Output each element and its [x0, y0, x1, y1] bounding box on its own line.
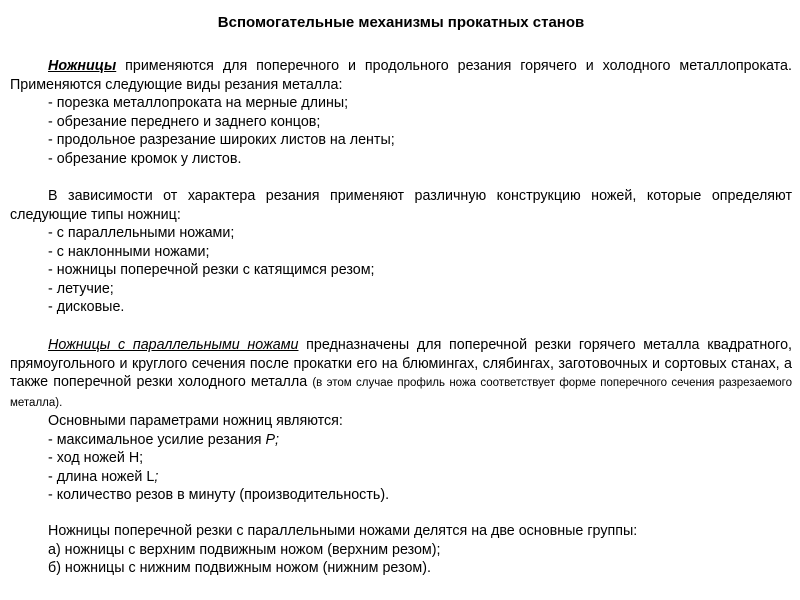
list-item: - ножницы поперечной резки с катящимся резом;	[48, 262, 375, 278]
param-item: - максимальное усилие резания P;	[48, 431, 279, 448]
page-title: Вспомогательные механизмы прокатных станов	[217, 14, 585, 31]
shears-intro-text: применяются для поперечного и продольного резания горячего и холодного металлопроката. Применяются следующие виды резания металла:	[10, 58, 792, 93]
section-shear-types	[10, 187, 792, 317]
list-item: - дисковые.	[48, 299, 125, 315]
params-intro: Основными параметрами ножниц являются:	[48, 413, 343, 429]
parallel-shears-note: (в этом случае профиль ножа соответствует форме поперечного сечения разрезаемого металла).	[10, 377, 792, 409]
list-item: - летучие;	[48, 280, 114, 297]
list-item: - с параллельными ножами;	[48, 225, 235, 241]
paragraph-shear-groups: Ножницы поперечной резки с параллельными ножами делятся на две основные группы:	[48, 523, 638, 539]
parallel-shears-text: предназначены для поперечной резки горячего металла квадратного, прямоугольного и круглого сечения после прокатки его на блюмингах, слябингах, заготовочных и сортовых станах, а также поперечной резки холодного металла	[10, 337, 792, 390]
section-shear-groups	[10, 522, 792, 578]
document-page	[10, 0, 792, 600]
param-item: - длина ножей L;	[48, 468, 159, 485]
list-item: б) ножницы с нижним подвижным ножом (нижним резом).	[48, 560, 431, 576]
term-shears: Ножницы	[48, 58, 117, 74]
paragraph-shears-intro	[10, 57, 792, 94]
paragraph-shear-types: В зависимости от характера резания применяют различную конструкцию ножей, которые определяют следующие типы ножниц:	[10, 188, 792, 223]
list-item: - продольное разрезание широких листов на ленты;	[48, 132, 395, 148]
list-item: - обрезание переднего и заднего концов;	[48, 113, 321, 130]
list-item: - с наклонными ножами;	[48, 243, 210, 260]
term-parallel-shears: Ножницы с параллельными ножами	[48, 337, 299, 353]
list-item: а) ножницы с верхним подвижным ножом (верхним резом);	[48, 541, 441, 558]
list-item: - обрезание кромок у листов.	[48, 150, 242, 167]
list-item: - порезка металлопроката на мерные длины;	[48, 95, 349, 111]
section-parallel-shears	[10, 336, 792, 505]
param-item: - количество резов в минуту (производительность).	[48, 487, 390, 503]
section-shears-intro	[10, 57, 792, 168]
paragraph-parallel-shears	[10, 336, 792, 412]
param-item: - ход ножей H;	[48, 450, 144, 466]
